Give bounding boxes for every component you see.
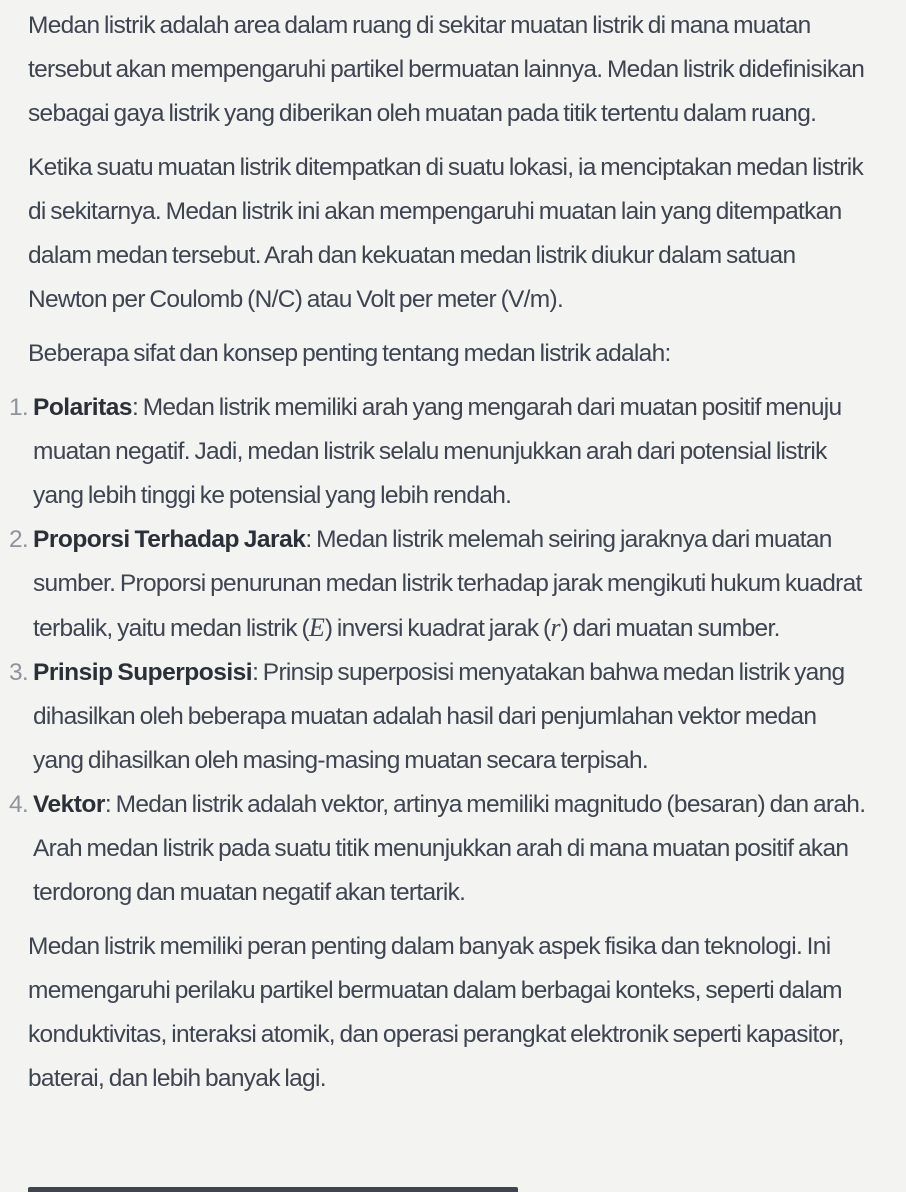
term-label: Proporsi Terhadap Jarak [33, 526, 306, 553]
paragraph-definition: Medan listrik adalah area dalam ruang di sekitar muatan listrik di mana muatan tersebut akan mempengaruhi partikel bermuatan lainnya. Medan listrik didefinisikan sebagai gaya listrik yang diberikan oleh muatan pada titik tertentu dalam ruang. [28, 12, 865, 127]
math-variable-E: E [308, 613, 325, 642]
list-item-proporsi-jarak [9, 518, 870, 651]
list-item-polaritas [9, 386, 870, 518]
math-variable-r: r [550, 613, 561, 642]
list-marker: 4. [9, 791, 29, 818]
list-item-vektor [9, 783, 870, 915]
list-marker: 3. [9, 659, 29, 686]
paragraph-field-creation: Ketika suatu muatan listrik ditempatkan di suatu lokasi, ia menciptakan medan listrik di sekitarnya. Medan listrik ini akan mempengaruhi muatan lain yang ditempatkan dalam medan tersebut. Arah dan kekuatan medan listrik diukur dalam satuan Newton per Coulomb (N/C) atau Volt per meter (V/m). [28, 154, 864, 313]
term-description: : Medan listrik melemah seiring jaraknya dari muatan sumber. Proporsi penurunan medan listrik terhadap jarak mengikuti hukum kuadrat terbalik, yaitu medan listrik ( [33, 526, 862, 642]
term-description: : Prinsip superposisi menyatakan bahwa medan listrik yang dihasilkan oleh beberapa muatan adalah hasil dari penjumlahan vektor medan yang dihasilkan oleh masing-masing muatan secara terpisah. [33, 659, 845, 774]
term-description: : Medan listrik memiliki arah yang mengarah dari muatan positif menuju muatan negatif. Jadi, medan listrik selalu menunjukkan arah dari potensial listrik yang lebih tinggi ke potensial yang lebih rendah. [33, 394, 842, 509]
paragraph-closing: Medan listrik memiliki peran penting dalam banyak aspek fisika dan teknologi. Ini memengaruhi perilaku partikel bermuatan dalam berbagai konteks, seperti dalam konduktivitas, interaksi atomik, dan operasi perangkat elektronik seperti kapasitor, baterai, dan lebih banyak lagi. [28, 933, 844, 1092]
term-description: ) dari muatan sumber. [560, 615, 780, 642]
cutoff-dark-bar [28, 1187, 518, 1192]
list-item-superposisi [9, 651, 870, 783]
term-description: : Medan listrik adalah vektor, artinya memiliki magnitudo (besaran) dan arah. Arah medan listrik pada suatu titik menunjukkan arah di mana muatan positif akan terdorong dan muatan negatif akan tertarik. [33, 791, 866, 906]
list-marker: 2. [9, 526, 29, 553]
list-intro: Beberapa sifat dan konsep penting tentang medan listrik adalah: [28, 340, 671, 367]
term-label: Vektor [33, 791, 105, 818]
list-marker: 1. [9, 394, 29, 421]
term-label: Polaritas [33, 394, 132, 421]
term-description: ) inversi kuadrat jarak ( [324, 615, 551, 642]
properties-list [9, 386, 870, 915]
term-label: Prinsip Superposisi [33, 659, 253, 686]
